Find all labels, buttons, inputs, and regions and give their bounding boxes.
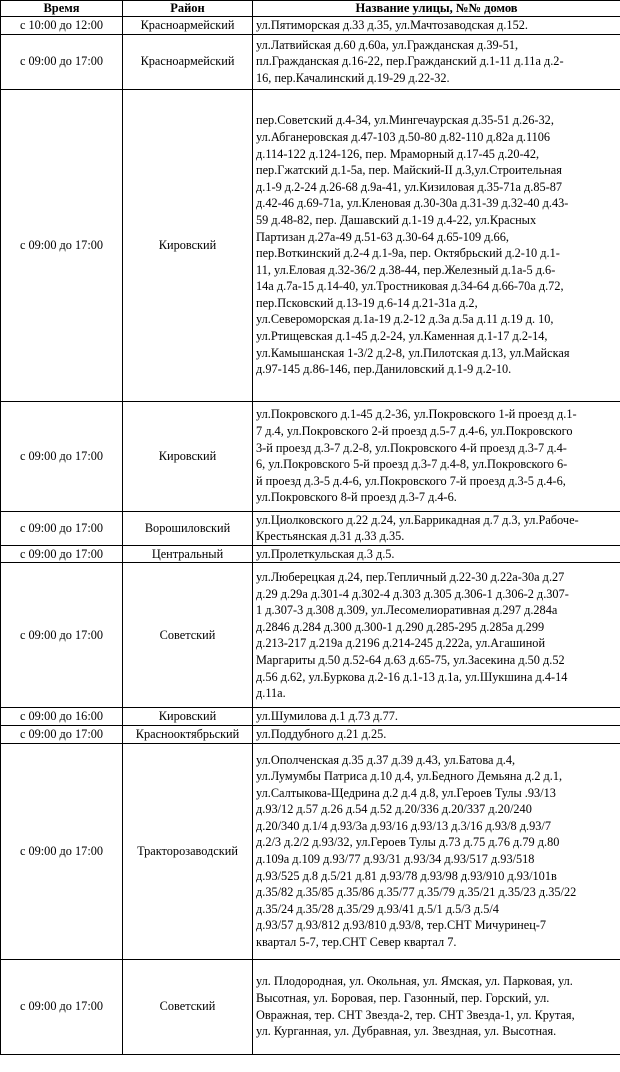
cell-time: с 09:00 до 16:00	[1, 708, 123, 726]
street-line: ул.Люберецкая д.24, пер.Тепличный д.22-30 д.22а-30а д.27	[256, 570, 565, 584]
cell-time: с 09:00 до 17:00	[1, 959, 123, 1054]
street-line: 16, пер.Качалинский д.19-29 д.22-32.	[256, 70, 450, 85]
street-line: д.114-122 д.124-126, пер. Мраморный д.17-45 д.20-42,	[256, 146, 540, 161]
street-line: ул.Покровского 8-й проезд д.3-7 д.4-6.	[256, 490, 457, 505]
cell-streets	[253, 89, 620, 401]
street-line: ул.Абганеровская д.47-103 д.50-80 д.82-110 д.82а д.1106	[256, 129, 551, 144]
street-line: д.93/525 д.8 д.5/21 д.81 д.93/78 д.93/98 д.93/910 д.93/101в	[256, 868, 557, 883]
street-line: д.35/24 д.35/28 д.35/29 д.93/41 д.5/1 д.5/3 д.5/4	[256, 901, 499, 916]
street-line: ул.Латвийская д.60 д.60а, ул.Гражданская д.39-51,	[256, 37, 519, 52]
cell-streets	[253, 743, 620, 959]
cell-time: с 09:00 до 17:00	[1, 401, 123, 511]
table-row	[1, 545, 620, 563]
table-row	[1, 401, 620, 511]
cell-streets	[253, 545, 620, 563]
street-line: ул.Покровского д.1-45 д.2-36, ул.Покровского 1-й проезд д.1-	[256, 407, 577, 422]
cell-district: Кировский	[123, 89, 253, 401]
street-line: Высотная, ул. Боровая, пер. Газонный, пер. Горский, ул.	[256, 990, 550, 1005]
table-row	[1, 17, 620, 35]
header-district: Район	[123, 1, 253, 17]
street-line: й проезд д.3-5 д.4-6, ул.Покровского 7-й проезд д.3-5 д.4-6,	[256, 473, 566, 488]
street-line: ул.Шумилова д.1 д.73 д.77.	[256, 709, 398, 724]
street-line: д.93/12 д.57 д.26 д.54 д.52 д.20/336 д.20/337 д.20/240	[256, 802, 532, 817]
cell-time: с 09:00 до 17:00	[1, 725, 123, 743]
street-line: Крестьянская д.31 д.33 д.35.	[256, 529, 405, 544]
header-row	[1, 1, 620, 17]
table-header	[1, 1, 620, 17]
table-row	[1, 511, 620, 545]
cell-district: Советский	[123, 563, 253, 708]
table-row	[1, 563, 620, 708]
street-line: 11, ул.Еловая д.32-36/2 д.38-44, пер.Железный д.1а-5 д.6-	[256, 262, 556, 277]
street-line: Овражная, тер. СНТ Звезда-2, тер. СНТ Звезда-1, ул. Крутая,	[256, 1007, 575, 1022]
street-line: пл.Гражданская д.16-22, пер.Гражданский д.1-11 д.11а д.2-	[256, 54, 564, 69]
cell-district: Центральный	[123, 545, 253, 563]
street-line: 6, ул.Покровского 5-й проезд д.3-7 д.4-8, ул.Покровского 6-	[256, 457, 568, 472]
street-line: д.20/340 д.1/4 д.93/3а д.93/16 д.93/13 д.3/16 д.93/8 д.93/7	[256, 818, 551, 833]
cell-district: Кировский	[123, 401, 253, 511]
cell-streets	[253, 563, 620, 708]
cell-streets	[253, 17, 620, 35]
street-line: Маргариты д.50 д.52-64 д.63 д.65-75, ул.Засекина д.50 д.52	[256, 652, 565, 667]
header-time: Время	[1, 1, 123, 17]
street-line: ул.Пролеткульская д.3 д.5.	[256, 546, 395, 561]
street-line: пер.Псковский д.13-19 д.6-14 д.21-31а д.2,	[256, 295, 478, 310]
cell-streets	[253, 34, 620, 89]
street-line: ул. Курганная, ул. Дубравная, ул. Звездная, ул. Высотная.	[256, 1024, 557, 1039]
table-row	[1, 708, 620, 726]
street-line: 59 д.48-82, пер. Дашавский д.1-19 д.4-22, ул.Красных	[256, 212, 537, 227]
table-row	[1, 89, 620, 401]
street-line: пер.Советский д.4-34, ул.Мингечаурская д.35-51 д.26-32,	[256, 113, 554, 128]
street-line: ул.Поддубного д.21 д.25.	[256, 726, 387, 741]
street-line: пер.Гжатский д.1-5а, пер. Майский-II д.3,ул.Строительная	[256, 163, 562, 178]
cell-time: с 09:00 до 17:00	[1, 34, 123, 89]
street-line: д.93/57 д.93/812 д.93/810 д.93/8, тер.СНТ Мичуринец-7	[256, 918, 547, 933]
cell-district: Краснооктябрьский	[123, 725, 253, 743]
cell-district: Советский	[123, 959, 253, 1054]
street-line: д.35/82 д.35/85 д.35/86 д.35/77 д.35/79 д.35/21 д.35/23 д.35/22	[256, 885, 577, 900]
street-line: д.2846 д.284 д.300 д.300-1 д.290 д.285-295 д.285а д.299	[256, 619, 545, 634]
table-row	[1, 34, 620, 89]
street-line: ул.Салтыкова-Щедрина д.2 д.4 д.8, ул.Героев Тулы .93/13	[256, 785, 556, 800]
street-line: д.29 д.29а д.301-4 д.302-4 д.303 д.305 д.306-1 д.306-2 д.307-	[256, 586, 569, 601]
street-line: квартал 5-7, тер.СНТ Север квартал 7.	[256, 935, 457, 950]
street-line: ул.Лумумбы Патриса д.10 д.4, ул.Бедного Демьяна д.2 д.1,	[256, 769, 563, 784]
cell-district: Тракторозаводский	[123, 743, 253, 959]
street-line: ул.Ртищевская д.1-45 д.2-24, ул.Каменная д.1-17 д.2-14,	[256, 329, 548, 344]
table-row	[1, 725, 620, 743]
street-line: Партизан д.27а-49 д.51-63 д.30-64 д.65-109 д.66,	[256, 229, 509, 244]
cell-time: с 10:00 до 12:00	[1, 17, 123, 35]
cell-district: Красноармейский	[123, 17, 253, 35]
table-body	[1, 17, 620, 1055]
street-line: д.56 д.62, ул.Буркова д.2-16 д.1-13 д.1а, ул.Шукшина д.4-14	[256, 669, 568, 684]
cell-time: с 09:00 до 17:00	[1, 743, 123, 959]
street-line: ул.Североморская д.1а-19 д.2-12 д.3а д.5а д.11 д.19 д. 10,	[256, 312, 554, 327]
street-line: д.97-145 д.86-146, пер.Даниловский д.1-9 д.2-10.	[256, 362, 512, 377]
cell-time: с 09:00 до 17:00	[1, 89, 123, 401]
street-line: ул. Плодородная, ул. Окольная, ул. Ямская, ул. Парковая, ул.	[256, 974, 573, 989]
cell-time: с 09:00 до 17:00	[1, 511, 123, 545]
street-line: пер.Воткинский д.2-4 д.1-9а, пер. Октябрьский д.2-10 д.1-	[256, 246, 560, 261]
street-line: ул.Камышанская 1-3/2 д.2-8, ул.Пилотская д.13, ул.Майская	[256, 345, 570, 360]
cell-time: с 09:00 до 17:00	[1, 545, 123, 563]
cell-streets	[253, 725, 620, 743]
cell-district: Красноармейский	[123, 34, 253, 89]
cell-district: Кировский	[123, 708, 253, 726]
header-streets: Название улицы, №№ домов	[253, 1, 620, 17]
street-line: д.213-217 д.219а д.2196 д.214-245 д.222а, ул.Агашиной	[256, 636, 546, 651]
street-line: ул.Пятиморская д.33 д.35, ул.Мачтозаводская д.152.	[256, 18, 528, 32]
table-row	[1, 959, 620, 1054]
street-line: 3-й проезд д.3-7 д.2-8, ул.Покровского 4-й проезд д.3-7 д.4-	[256, 440, 567, 455]
street-line: д.1-9 д.2-24 д.26-68 д.9а-41, ул.Кизиловая д.35-71а д.85-87	[256, 179, 563, 194]
table-row	[1, 743, 620, 959]
cell-streets	[253, 708, 620, 726]
street-line: д.11а.	[256, 686, 286, 701]
street-line: д.42-46 д.69-71а, ул.Кленовая д.30-30а д.31-39 д.32-40 д.43-	[256, 196, 569, 211]
street-line: д.2/3 д.2/2 д.93/32, ул.Героев Тулы д.73 д.75 д.76 д.79 д.80	[256, 835, 560, 850]
street-line: 14а д.7а-15 д.14-40, ул.Тростниковая д.34-64 д.66-70а д.72,	[256, 279, 564, 294]
street-line: ул.Циолковского д.22 д.24, ул.Баррикадная д.7 д.3, ул.Рабоче-	[256, 512, 579, 527]
cell-streets	[253, 401, 620, 511]
street-line: 1 д.307-3 д.308 д.309, ул.Лесомелиоративная д.297 д.284а	[256, 603, 558, 618]
cell-streets	[253, 511, 620, 545]
street-line: д.109а д.109 д.93/77 д.93/31 д.93/34 д.93/517 д.93/518	[256, 852, 535, 867]
street-line: ул.Ополченская д.35 д.37 д.39 д.43, ул.Батова д.4,	[256, 752, 516, 767]
street-line: 7 д.4, ул.Покровского 2-й проезд д.5-7 д.4-6, ул.Покровского	[256, 423, 573, 438]
cell-streets	[253, 959, 620, 1054]
cell-district: Ворошиловский	[123, 511, 253, 545]
cell-time: с 09:00 до 17:00	[1, 563, 123, 708]
